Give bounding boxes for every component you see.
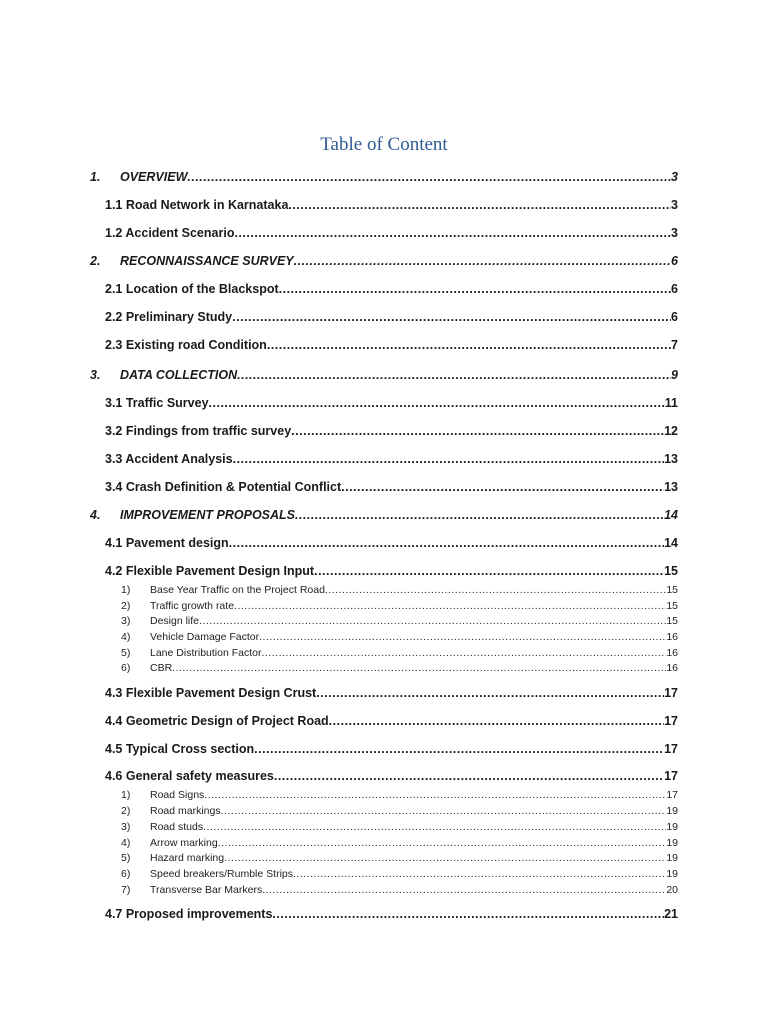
dot-leader	[341, 480, 664, 494]
dot-leader	[232, 310, 671, 324]
toc-entry-title: CBR	[150, 662, 173, 674]
toc-entry-title: 4.3 Flexible Pavement Design Crust	[105, 686, 317, 700]
toc-entry[interactable]	[90, 254, 678, 268]
toc-entry-number: 3)	[121, 821, 131, 833]
toc-entry-title: Road markings	[150, 805, 221, 817]
toc-entry-title: 3.3 Accident Analysis	[105, 452, 233, 466]
toc-entry-title: Hazard marking	[150, 852, 225, 864]
toc-entry-title: Road studs	[150, 821, 204, 833]
toc-entry-page-number: 16	[666, 647, 678, 659]
toc-entry-title: Road Signs	[150, 789, 205, 801]
toc-entry-number: 2.	[90, 254, 101, 268]
toc-entry-page-number: 16	[666, 662, 678, 674]
toc-entry-page-number: 15	[666, 600, 678, 612]
toc-entry-page-number: 19	[666, 868, 678, 880]
page-title: Table of Content	[320, 134, 448, 155]
dot-leader	[259, 631, 666, 643]
dot-leader	[224, 852, 666, 864]
toc-entry[interactable]	[105, 198, 678, 212]
toc-entry-page-number: 14	[664, 508, 678, 522]
toc-entry-page-number: 17	[664, 769, 678, 783]
toc-entry[interactable]	[105, 396, 678, 410]
dot-leader	[262, 884, 666, 896]
dot-leader	[261, 647, 666, 659]
toc-entry[interactable]	[105, 714, 678, 728]
toc-entry-title: 4.1 Pavement design	[105, 536, 229, 550]
toc-entry-page-number: 19	[666, 837, 678, 849]
dot-leader	[293, 868, 666, 880]
toc-entry[interactable]	[121, 852, 678, 864]
toc-entry-number: 6)	[121, 662, 131, 674]
dot-leader	[288, 198, 671, 212]
toc-entry[interactable]	[105, 282, 678, 296]
dot-leader	[294, 254, 671, 268]
toc-entry[interactable]	[121, 789, 678, 801]
toc-entry-number: 4)	[121, 631, 131, 643]
dot-leader	[218, 837, 667, 849]
dot-leader	[272, 907, 664, 921]
toc-entry-page-number: 15	[666, 615, 678, 627]
toc-entry-number: 4)	[121, 837, 131, 849]
toc-entry[interactable]	[121, 884, 678, 896]
toc-entry-title: 4.6 General safety measures	[105, 769, 274, 783]
toc-entry[interactable]	[121, 662, 678, 674]
toc-entry[interactable]	[105, 769, 678, 783]
dot-leader	[237, 368, 671, 382]
toc-entry-page-number: 6	[671, 310, 678, 324]
toc-entry-number: 2)	[121, 600, 131, 612]
toc-entry-page-number: 21	[664, 907, 678, 921]
dot-leader	[229, 536, 664, 550]
toc-entry-number: 4.	[90, 508, 101, 522]
toc-entry[interactable]	[105, 480, 678, 494]
toc-entry-title: Base Year Traffic on the Project Road	[150, 584, 325, 596]
toc-entry-title: DATA COLLECTION	[120, 368, 238, 382]
toc-entry-title: 2.2 Preliminary Study	[105, 310, 233, 324]
toc-entry[interactable]	[105, 742, 678, 756]
toc-entry-page-number: 13	[664, 452, 678, 466]
toc-entry-page-number: 6	[671, 254, 678, 268]
toc-entry[interactable]	[105, 907, 678, 921]
toc-entry-title: 3.2 Findings from traffic survey	[105, 424, 292, 438]
toc-entry-page-number: 14	[664, 536, 678, 550]
toc-entry[interactable]	[90, 170, 678, 184]
toc-entry-number: 7)	[121, 884, 131, 896]
dot-leader	[254, 742, 664, 756]
toc-entry[interactable]	[121, 647, 678, 659]
dot-leader	[233, 452, 664, 466]
toc-entry-number: 3.	[90, 368, 101, 382]
toc-entry-title: 1.1 Road Network in Karnataka	[105, 198, 289, 212]
toc-entry[interactable]	[121, 631, 678, 643]
toc-entry-title: Speed breakers/Rumble Strips	[150, 868, 293, 880]
dot-leader	[209, 396, 665, 410]
toc-entry[interactable]	[121, 584, 678, 596]
toc-entry-page-number: 17	[666, 789, 678, 801]
dot-leader	[267, 338, 671, 352]
toc-entry-page-number: 15	[666, 584, 678, 596]
toc-entry[interactable]	[105, 452, 678, 466]
dot-leader	[234, 600, 666, 612]
toc-entry-title: Arrow marking	[150, 837, 218, 849]
dot-leader	[329, 714, 664, 728]
toc-entry-number: 3)	[121, 615, 131, 627]
toc-entry-page-number: 3	[671, 170, 678, 184]
toc-entry[interactable]	[121, 600, 678, 612]
dot-leader	[274, 769, 664, 783]
toc-entry-number: 5)	[121, 852, 131, 864]
toc-entry-title: Transverse Bar Markers	[150, 884, 263, 896]
dot-leader	[325, 584, 666, 596]
toc-entry[interactable]	[121, 805, 678, 817]
toc-entry-title: 3.4 Crash Definition & Potential Conflict	[105, 480, 342, 494]
toc-entry-title: Design life	[150, 615, 200, 627]
dot-leader	[199, 615, 666, 627]
toc-entry-page-number: 15	[664, 564, 678, 578]
dot-leader	[221, 805, 667, 817]
toc-entry-title: IMPROVEMENT PROPOSALS	[120, 508, 296, 522]
toc-entry[interactable]	[105, 310, 678, 324]
toc-entry[interactable]	[121, 837, 678, 849]
toc-entry[interactable]	[105, 686, 678, 700]
toc-entry-page-number: 7	[671, 338, 678, 352]
toc-entry-page-number: 19	[666, 852, 678, 864]
toc-entry-page-number: 3	[671, 226, 678, 240]
toc-entry-page-number: 17	[664, 714, 678, 728]
toc-entry-title: 1.2 Accident Scenario	[105, 226, 235, 240]
toc-entry[interactable]	[121, 821, 678, 833]
toc-entry-page-number: 17	[664, 742, 678, 756]
toc-entry-page-number: 17	[664, 686, 678, 700]
toc-entry-title: 4.2 Flexible Pavement Design Input	[105, 564, 315, 578]
toc-entry-page-number: 6	[671, 282, 678, 296]
toc-entry-title: Vehicle Damage Factor	[150, 631, 260, 643]
dot-leader	[291, 424, 664, 438]
toc-entry-number: 1.	[90, 170, 101, 184]
toc-entry-title: 3.1 Traffic Survey	[105, 396, 209, 410]
dot-leader	[314, 564, 664, 578]
toc-entry-title: Traffic growth rate	[150, 600, 235, 612]
toc-entry-page-number: 13	[664, 480, 678, 494]
toc-entry-title: OVERVIEW	[120, 170, 188, 184]
toc-entry-number: 1)	[121, 789, 131, 801]
toc-entry-page-number: 9	[671, 368, 678, 382]
dot-leader	[172, 662, 666, 674]
toc-entry-title: 4.4 Geometric Design of Project Road	[105, 714, 329, 728]
toc-entry-number: 2)	[121, 805, 131, 817]
toc-entry-title: 4.5 Typical Cross section	[105, 742, 255, 756]
dot-leader	[187, 170, 671, 184]
toc-entry[interactable]	[121, 615, 678, 627]
toc-entry-page-number: 19	[666, 805, 678, 817]
dot-leader	[234, 226, 671, 240]
toc-entry-number: 6)	[121, 868, 131, 880]
toc-entry-title: 2.1 Location of the Blackspot	[105, 282, 279, 296]
toc-entry-page-number: 3	[671, 198, 678, 212]
toc-entry-page-number: 16	[666, 631, 678, 643]
toc-entry[interactable]	[105, 338, 678, 352]
toc-entry-number: 5)	[121, 647, 131, 659]
toc-entry-page-number: 12	[664, 424, 678, 438]
dot-leader	[279, 282, 671, 296]
toc-entry[interactable]	[105, 536, 678, 550]
dot-leader	[316, 686, 664, 700]
toc-entry[interactable]	[105, 564, 678, 578]
toc-entry-title: 4.7 Proposed improvements	[105, 907, 273, 921]
toc-entry-page-number: 19	[666, 821, 678, 833]
toc-entry-title: RECONNAISSANCE SURVEY	[120, 254, 294, 268]
toc-entry-number: 1)	[121, 584, 131, 596]
dot-leader	[203, 821, 666, 833]
toc-entry-page-number: 20	[666, 884, 678, 896]
toc-entry[interactable]	[121, 868, 678, 880]
toc-entry[interactable]	[90, 368, 678, 382]
toc-entry-page-number: 11	[664, 396, 678, 410]
toc-entry[interactable]	[90, 508, 678, 522]
toc-entry[interactable]	[105, 424, 678, 438]
toc-entry-title: 2.3 Existing road Condition	[105, 338, 267, 352]
dot-leader	[295, 508, 664, 522]
dot-leader	[204, 789, 666, 801]
toc-entry-title: Lane Distribution Factor	[150, 647, 262, 659]
toc-entry[interactable]	[105, 226, 678, 240]
